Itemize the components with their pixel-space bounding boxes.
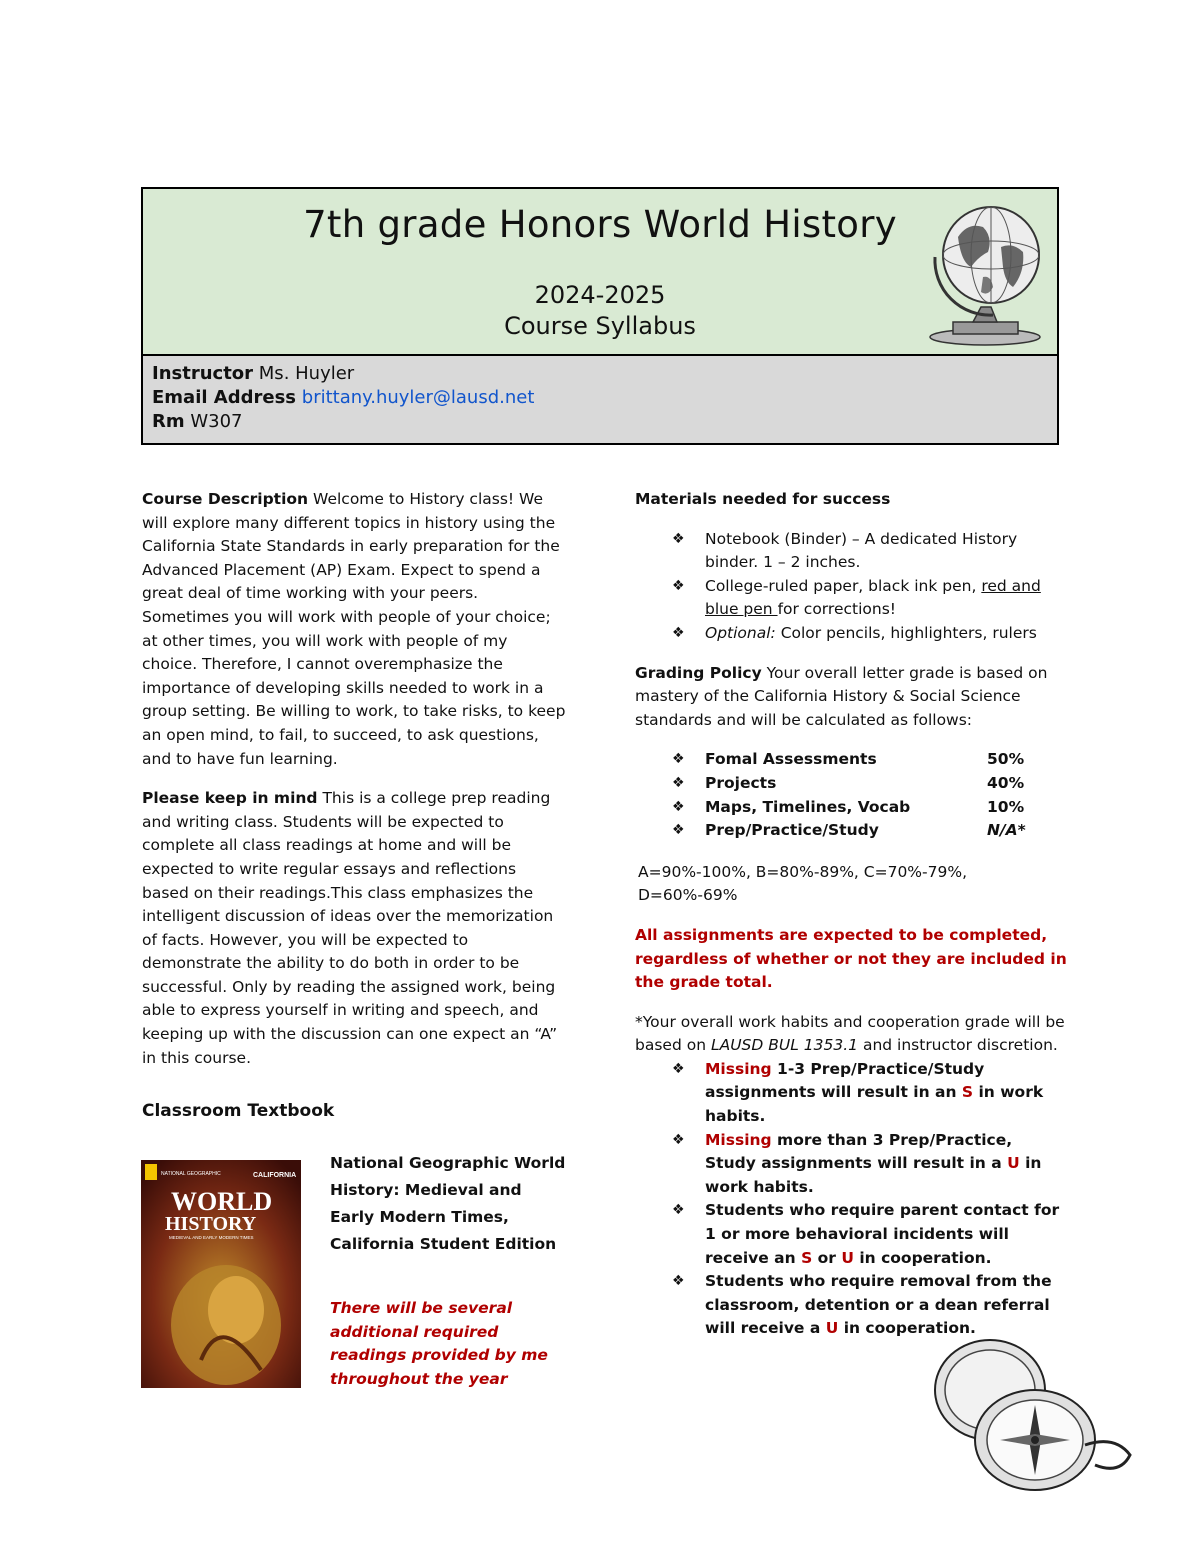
compass-icon: [915, 1335, 1145, 1495]
cover-title-line1: WORLD: [171, 1187, 273, 1216]
diamond-bullet-icon: ❖: [672, 624, 685, 641]
email-link[interactable]: brittany.huyler@lausd.net: [301, 387, 535, 408]
email-label: Email Address: [152, 387, 297, 408]
room-label: Rm: [152, 411, 185, 432]
cover-title-line2: HISTORY: [165, 1213, 257, 1235]
syllabus-header: [141, 187, 1059, 445]
grade-row: ❖ Projects 40%: [635, 772, 1067, 796]
diamond-bullet-icon: ❖: [672, 530, 685, 547]
grade-row: ❖ Fomal Assessments 50%: [635, 748, 1067, 772]
grade-scale: A=90%-100%, B=80%-89%, C=70%-79%, D=60%-69%: [638, 862, 968, 905]
grade-row: ❖ Maps, Timelines, Vocab 10%: [635, 796, 1067, 820]
diamond-bullet-icon: ❖: [672, 577, 685, 594]
course-description-heading: Course Description: [142, 490, 309, 508]
school-year: 2024-2025: [534, 281, 666, 309]
list-item: ❖ Missing 1-3 Prep/Practice/Study assignments will result in an S in work habits.: [672, 1059, 1044, 1126]
right-column: [635, 488, 1067, 1357]
completion-notice: All assignments are expected to be completed, regardless of whether or not they are included in the grade total.: [635, 925, 1067, 992]
diamond-bullet-icon: ❖: [672, 751, 685, 768]
globe-icon: [913, 197, 1053, 347]
list-item: ❖ Students who require parent contact for 1 or more behavioral incidents will receive an S or U in cooperation.: [672, 1201, 1060, 1267]
title-panel: [143, 189, 1057, 356]
room-number: W307: [190, 411, 243, 432]
diamond-bullet-icon: ❖: [672, 774, 685, 791]
cover-edition: CALIFORNIA: [253, 1172, 297, 1179]
diamond-bullet-icon: ❖: [672, 798, 685, 815]
cover-subtitle: MEDIEVAL AND EARLY MODERN TIMES: [169, 1235, 254, 1240]
instructor-panel: [143, 356, 1057, 443]
course-title: 7th grade Honors World History: [303, 203, 897, 246]
textbook-note: There will be several additional required readings provided by me throughout the year: [330, 1299, 548, 1388]
work-habits-rules: [635, 1058, 1067, 1341]
room-line: [152, 411, 243, 432]
diamond-bullet-icon: ❖: [672, 822, 685, 839]
list-item: ❖ College-ruled paper, black ink pen, red and blue pen for corrections!: [672, 576, 1041, 619]
textbook-title: National Geographic World History: Medieval and Early Modern Times, California Student Edition: [330, 1154, 566, 1253]
keep-in-mind-text: This is a college prep reading and writing class. Students will be expected to complete all class readings at home and will be expected to write regular essays and reflections based on their readings.This class emphasizes the intelligent discussion of ideas over the memorization of facts. However, you will be expected to demonstrate the ability to do both in order to be successful. Only by reading the assigned work, being able to express yourself in writing and speech, and keeping up with the discussion can one expect an “A” in this course.: [142, 789, 558, 1067]
diamond-bullet-icon: ❖: [672, 1131, 685, 1148]
grading-policy-heading: Grading Policy: [635, 663, 762, 682]
email-line: [152, 387, 534, 408]
instructor-name: Ms. Huyler: [258, 363, 355, 384]
instructor-line: [152, 363, 354, 384]
list-item: ❖ Missing more than 3 Prep/Practice, Study assignments will result in a U in work habits.: [672, 1130, 1042, 1196]
materials-list: [635, 528, 1067, 646]
diamond-bullet-icon: ❖: [672, 1060, 685, 1077]
work-habits-note: *Your overall work habits and cooperation grade will be based on LAUSD BUL 1353.1 and instructor discretion.: [635, 1012, 1065, 1055]
cover-brand: NATIONAL GEOGRAPHIC: [161, 1171, 221, 1177]
diamond-bullet-icon: ❖: [672, 1202, 685, 1219]
diamond-bullet-icon: ❖: [672, 1273, 685, 1290]
materials-heading: Materials needed for success: [635, 490, 891, 508]
grade-weights: [635, 748, 1067, 842]
list-item: ❖ Notebook (Binder) – A dedicated History binder. 1 – 2 inches.: [672, 529, 1018, 572]
textbook-cover-image: [141, 1160, 301, 1388]
instructor-label: Instructor: [152, 363, 254, 384]
keep-in-mind-heading: Please keep in mind: [142, 789, 318, 808]
keep-in-mind: [142, 787, 566, 1070]
grading-policy: [635, 662, 1067, 733]
course-description-text: Welcome to History class! We will explore many different topics in history using the California State Standards in early preparation for the Advanced Placement (AP) Exam. Expect to spend a great deal of time working with your peers. Sometimes you will work with people of your choice; at other times, you will work with people of my choice. Therefore, I cannot overemphasize the importance of developing skills needed to work in a group setting. Be willing to work, to take risks, to keep an open mind, to fail, to succeed, to ask questions, and to have fun learning.: [142, 490, 566, 768]
left-column: [142, 488, 566, 1140]
grade-row: ❖ Prep/Practice/Study N/A*: [635, 819, 1067, 843]
grading-policy-text: Your overall letter grade is based on mastery of the California History & Social Science standards and will be calculated as follows:: [635, 663, 1048, 729]
course-syllabus-label: Course Syllabus: [504, 312, 696, 340]
list-item: ❖ Optional: Color pencils, highlighters, rulers: [705, 622, 1067, 646]
course-description: [142, 488, 566, 771]
list-item: ❖ Students who require removal from the classroom, detention or a dean referral will receive a U in cooperation.: [672, 1272, 1052, 1338]
textbook-heading: Classroom Textbook: [142, 1101, 335, 1122]
